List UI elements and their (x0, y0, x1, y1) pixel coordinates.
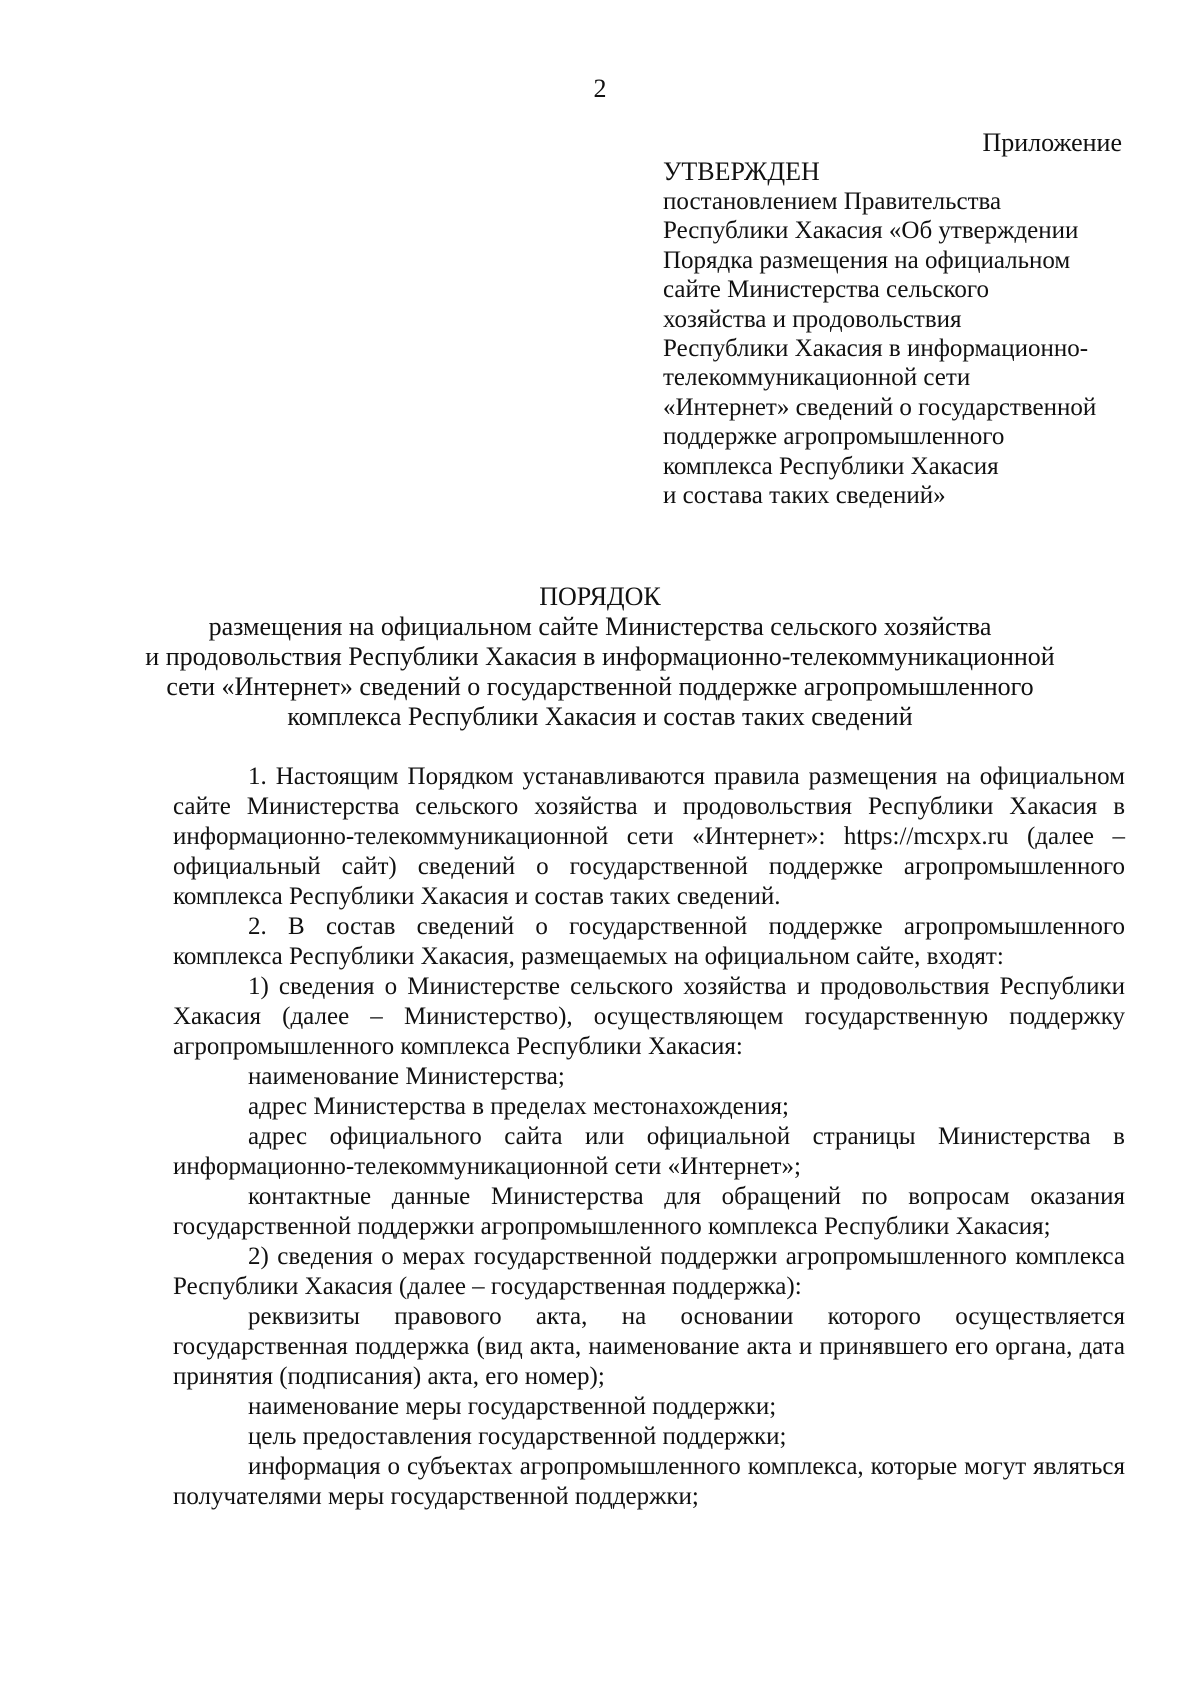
body-paragraph: адрес официального сайта или официальной страницы Министерства в информационно-телекоммуникационной сети «Интернет»; (173, 1123, 1125, 1180)
approval-line: комплекса Республики Хакасия (663, 452, 999, 480)
approval-line: хозяйства и продовольствия (663, 305, 962, 333)
approval-line: поддержке агропромышленного (663, 423, 1005, 451)
body-paragraph: 1. Настоящим Порядком устанавливаются правила размещения на официальном сайте Министерства сельского хозяйства и продовольствия Республики Хакасия в информационно-телекоммуникационной сети «Интернет»: https://mcxpx.ru (далее – официальный сайт) сведений о государственной поддержке агропромышленного комплекса Республики Хакасия и состав таких сведений. (173, 763, 1125, 910)
approval-line: сайте Министерства сельского (663, 276, 989, 304)
body-paragraph: 2) сведения о мерах государственной поддержки агропромышленного комплекса Республики Хакасия (далее – государственная поддержка): (173, 1243, 1125, 1300)
document-body (173, 762, 1125, 1512)
body-paragraph: информация о субъектах агропромышленного комплекса, которые могут являться получателями меры государственной поддержки; (173, 1453, 1125, 1510)
body-paragraph: наименование меры государственной поддержки; (248, 1393, 777, 1420)
document-title-block (0, 582, 1200, 732)
approval-block (663, 157, 1133, 510)
body-paragraph: реквизиты правового акта, на основании которого осуществляется государственная поддержка (вид акта, наименование акта и принявшего его органа, дата принятия (подписания) акта, его номер); (173, 1303, 1125, 1390)
approval-line: постановлением Правительства (663, 188, 1002, 215)
document-subtitle-line: размещения на официальном сайте Министерства сельского хозяйства (208, 612, 992, 641)
approval-line: и состава таких сведений» (663, 482, 946, 510)
approval-line: Порядка размещения на официальном (663, 246, 1071, 274)
body-paragraph: 2. В состав сведений о государственной поддержке агропромышленного комплекса Республики Хакасия, размещаемых на официальном сайте, входят: (173, 913, 1125, 970)
approval-heading: УТВЕРЖДЕН (663, 157, 820, 186)
document-title: ПОРЯДОК (539, 582, 661, 611)
document-subtitle-line: комплекса Республики Хакасия и состав таких сведений (287, 702, 913, 731)
body-paragraph: наименование Министерства; (248, 1063, 565, 1090)
approval-line: Республики Хакасия «Об утверждении (663, 217, 1079, 245)
body-paragraph: контактные данные Министерства для обращений по вопросам оказания государственной поддержки агропромышленного комплекса Республики Хакасия; (173, 1183, 1125, 1240)
page-number: 2 (593, 74, 607, 103)
body-paragraph: цель предоставления государственной поддержки; (248, 1423, 787, 1450)
approval-line: «Интернет» сведений о государственной (663, 393, 1097, 421)
document-subtitle-line: и продовольствия Республики Хакасия в информационно-телекоммуникационной (145, 642, 1055, 671)
approval-line: телекоммуникационной сети (663, 364, 971, 392)
body-paragraph: адрес Министерства в пределах местонахождения; (248, 1093, 789, 1120)
appendix-label: Приложение (982, 128, 1122, 157)
body-paragraph: 1) сведения о Министерстве сельского хозяйства и продовольствия Республики Хакасия (далее – Министерство), осуществляющем государственную поддержку агропромышленного комплекса Республики Хакасия: (173, 973, 1125, 1060)
document-subtitle-line: сети «Интернет» сведений о государственной поддержке агропромышленного (166, 672, 1034, 701)
approval-line: Республики Хакасия в информационно- (663, 335, 1089, 363)
